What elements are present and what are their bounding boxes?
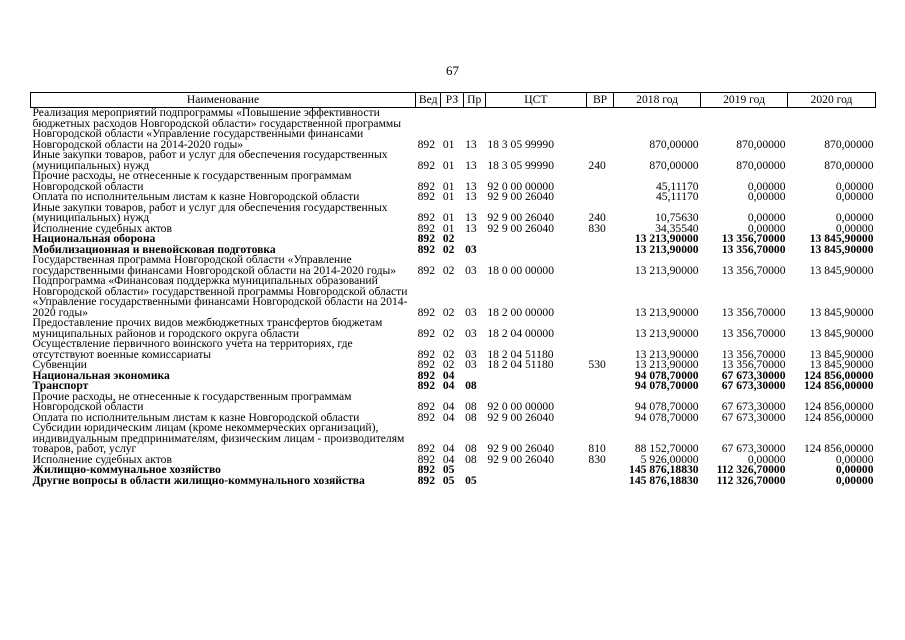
cell-vr	[586, 318, 613, 339]
cell-ved: 892	[417, 358, 435, 371]
cell-2020: 13 845,90000	[809, 347, 874, 361]
cell-name: Оплата по исполнительным листам к казне Новгородской области	[32, 410, 360, 424]
cell-2020: 124 856,00000	[803, 400, 874, 413]
cell-vr	[586, 192, 613, 203]
table-row	[31, 255, 876, 276]
cell-vr	[586, 465, 613, 476]
cell-2019: 870,00000	[736, 158, 786, 172]
cell-vr	[586, 371, 613, 382]
cell-name: Исполнение судебных актов	[32, 221, 172, 235]
cell-2020: 0,00000	[835, 190, 874, 203]
table-row	[31, 423, 876, 455]
cell-name: Жилищно-коммунальное хозяйство	[32, 463, 221, 476]
cell-rz: 05	[442, 463, 455, 476]
header-ved: Вед	[416, 93, 441, 108]
cell-2018: 145 876,18830	[629, 473, 699, 487]
cell-2018: 94 078,70000	[634, 410, 699, 424]
cell-cst: 92 9 00 26040	[487, 410, 554, 424]
cell-cst: 18 3 05 99990	[487, 158, 554, 172]
cell-2018: 13 213,90000	[634, 263, 699, 277]
cell-2019: 0,00000	[747, 190, 786, 203]
cell-ved: 892	[417, 232, 435, 245]
table-row	[31, 318, 876, 339]
cell-name: Реализация мероприятий подпрограммы «Повышение эффективности бюджетных расходов Новгородской области» государственной программы Новгородской области «Управление государственными финансами Новгородской области на 2014-2020 годы»	[32, 106, 402, 151]
page-number: 67	[446, 63, 459, 78]
cell-2019: 67 673,30000	[721, 442, 786, 455]
cell-ved: 892	[417, 400, 435, 413]
table-row	[31, 392, 876, 413]
cell-name: Иные закупки товаров, работ и услуг для обеспечения государственных (муниципальных) нужд	[32, 200, 388, 224]
cell-pr: 13	[465, 221, 477, 235]
cell-ved: 892	[417, 263, 435, 277]
cell-2018: 34,35540	[655, 221, 699, 235]
header-2019: 2019 год	[701, 93, 788, 108]
table-row	[31, 339, 876, 360]
cell-vr	[586, 255, 613, 276]
cell-vr	[586, 171, 613, 192]
cell-vr	[586, 234, 613, 245]
cell-rz: 01	[442, 221, 455, 235]
cell-2020: 13 845,90000	[809, 358, 874, 371]
cell-2019: 13 356,70000	[721, 232, 786, 245]
cell-vr: 240	[588, 211, 606, 224]
cell-2019: 13 356,70000	[721, 358, 786, 371]
cell-pr: 08	[465, 400, 477, 413]
cell-2018: 94 078,70000	[634, 379, 699, 392]
cell-2020: 870,00000	[824, 158, 874, 172]
cell-2018: 13 213,90000	[634, 326, 699, 340]
cell-rz: 04	[442, 379, 455, 392]
cell-2020: 0,00000	[835, 452, 874, 466]
cell-rz: 02	[442, 263, 455, 277]
cell-rz: 01	[442, 137, 455, 151]
cell-name: Осуществление первичного воинского учета на территориях, где отсутствуют военные комиссариаты	[32, 337, 353, 361]
cell-name: Субвенции	[32, 358, 87, 371]
cell-vr	[586, 108, 613, 151]
cell-2018: 870,00000	[649, 158, 699, 172]
cell-pr: 13	[465, 211, 477, 224]
cell-2019: 0,00000	[747, 452, 786, 466]
cell-rz: 04	[442, 410, 455, 424]
cell-2020: 0,00000	[835, 463, 874, 476]
cell-2020: 124 856,00000	[803, 410, 874, 424]
cell-cst: 18 2 04 51180	[487, 347, 554, 361]
cell-pr: 13	[465, 179, 477, 193]
cell-cst: 18 2 04 51180	[487, 358, 554, 371]
cell-vr: 830	[588, 452, 606, 466]
cell-pr: 08	[465, 379, 477, 392]
cell-name: Другие вопросы в области жилищно-коммунального хозяйства	[32, 473, 365, 487]
cell-2019: 13 356,70000	[721, 242, 786, 256]
cell-cst	[485, 371, 586, 382]
cell-2020: 124 856,00000	[803, 379, 874, 392]
cell-ved: 892	[417, 379, 435, 392]
cell-rz: 02	[442, 326, 455, 340]
cell-rz: 02	[442, 347, 455, 361]
cell-name: Оплата по исполнительным листам к казне Новгородской области	[32, 190, 360, 203]
cell-rz: 02	[442, 232, 455, 245]
cell-cst: 92 9 00 26040	[487, 442, 554, 455]
cell-ved: 892	[417, 368, 435, 382]
cell-vr	[586, 381, 613, 392]
table-body	[31, 108, 876, 487]
cell-2018: 13 213,90000	[634, 242, 699, 256]
cell-cst	[485, 234, 586, 245]
cell-pr: 03	[465, 326, 477, 340]
cell-cst	[485, 245, 586, 256]
header-name: Наименование	[31, 93, 416, 108]
cell-cst: 92 0 00 00000	[487, 400, 554, 413]
cell-ved: 892	[417, 442, 435, 455]
header-cst: ЦСТ	[485, 93, 586, 108]
cell-2020: 870,00000	[824, 137, 874, 151]
cell-pr: 03	[465, 263, 477, 277]
cell-name: Транспорт	[32, 379, 89, 392]
cell-cst: 18 2 04 00000	[487, 326, 554, 340]
cell-2019: 870,00000	[736, 137, 786, 151]
cell-cst: 92 0 00 00000	[487, 179, 554, 193]
cell-2020: 124 856,00000	[803, 368, 874, 382]
cell-pr: 13	[465, 158, 477, 172]
cell-2019: 67 673,30000	[721, 368, 786, 382]
cell-rz: 05	[442, 473, 455, 487]
cell-cst: 18 2 00 00000	[487, 305, 554, 319]
cell-ved: 892	[417, 410, 435, 424]
cell-2018: 5 926,00000	[640, 452, 699, 466]
cell-vr	[586, 413, 613, 424]
cell-rz: 01	[442, 211, 455, 224]
cell-2019: 67 673,30000	[721, 410, 786, 424]
cell-pr: 05	[465, 473, 477, 487]
table-row	[31, 108, 876, 151]
cell-vr: 240	[588, 158, 606, 172]
cell-2019: 13 356,70000	[721, 326, 786, 340]
cell-2020: 124 856,00000	[803, 442, 874, 455]
cell-pr: 03	[465, 305, 477, 319]
cell-name: Иные закупки товаров, работ и услуг для обеспечения государственных (муниципальных) нужд	[32, 148, 388, 172]
cell-2019: 0,00000	[747, 211, 786, 224]
cell-2018: 94 078,70000	[634, 400, 699, 413]
cell-2019: 112 326,70000	[716, 473, 786, 487]
cell-rz: 01	[442, 190, 455, 203]
header-2018: 2018 год	[614, 93, 701, 108]
cell-vr	[586, 476, 613, 487]
cell-name: Государственная программа Новгородской области «Управление государственными финансами Новгородской области на 2014-2020 годы»	[32, 253, 397, 277]
cell-name: Мобилизационная и вневойсковая подготовка	[32, 242, 276, 256]
cell-cst: 18 0 00 00000	[487, 263, 554, 277]
cell-2018: 13 213,90000	[634, 305, 699, 319]
cell-rz: 04	[442, 400, 455, 413]
budget-table	[30, 92, 876, 486]
cell-rz: 04	[442, 452, 455, 466]
cell-pr: 13	[465, 190, 477, 203]
cell-rz: 02	[442, 242, 455, 256]
cell-pr: 13	[465, 137, 477, 151]
cell-2020: 0,00000	[835, 473, 874, 487]
cell-2020: 13 845,90000	[809, 232, 874, 245]
cell-pr: 03	[465, 347, 477, 361]
header-vr: ВР	[586, 93, 613, 108]
cell-vr	[586, 245, 613, 256]
cell-ved: 892	[417, 158, 435, 172]
cell-ved: 892	[417, 473, 435, 487]
cell-ved: 892	[417, 347, 435, 361]
cell-ved: 892	[417, 221, 435, 235]
cell-cst: 18 3 05 99990	[487, 137, 554, 151]
cell-2019: 0,00000	[747, 221, 786, 235]
cell-2020: 13 845,90000	[809, 263, 874, 277]
cell-2019: 0,00000	[747, 179, 786, 193]
cell-name: Национальная оборона	[32, 232, 156, 245]
cell-rz: 01	[442, 158, 455, 172]
cell-2020: 13 845,90000	[809, 305, 874, 319]
cell-pr: 08	[465, 452, 477, 466]
cell-ved: 892	[417, 211, 435, 224]
cell-rz: 01	[442, 179, 455, 193]
cell-cst: 92 9 00 26040	[487, 221, 554, 235]
cell-name: Исполнение судебных актов	[32, 452, 172, 466]
cell-vr: 810	[588, 442, 606, 455]
header-2020: 2020 год	[788, 93, 876, 108]
cell-pr: 03	[465, 242, 477, 256]
table-row	[31, 150, 876, 171]
cell-vr: 530	[588, 358, 606, 371]
cell-2019: 67 673,30000	[721, 400, 786, 413]
cell-2020: 0,00000	[835, 179, 874, 193]
table-row	[31, 276, 876, 318]
cell-rz: 04	[442, 442, 455, 455]
cell-name: Прочие расходы, не отнесенные к государственным программам Новгородской области	[32, 389, 352, 413]
cell-pr: 08	[465, 410, 477, 424]
cell-2018: 45,11170	[655, 190, 699, 203]
cell-rz: 04	[442, 368, 455, 382]
cell-2018: 94 078,70000	[634, 368, 699, 382]
table-row	[31, 203, 876, 224]
cell-ved: 892	[417, 326, 435, 340]
header-pr: Пр	[463, 93, 485, 108]
cell-rz: 02	[442, 358, 455, 371]
cell-ved: 892	[417, 463, 435, 476]
cell-2018: 10,75630	[655, 211, 699, 224]
cell-2018: 45,11170	[655, 179, 699, 193]
cell-vr	[586, 339, 613, 360]
cell-ved: 892	[417, 179, 435, 193]
table-row	[31, 171, 876, 192]
cell-2019: 13 356,70000	[721, 305, 786, 319]
cell-ved: 892	[417, 190, 435, 203]
cell-2020: 13 845,90000	[809, 242, 874, 256]
cell-name: Предоставление прочих видов межбюджетных трансфертов бюджетам муниципальных районов и городского округа области	[32, 316, 383, 340]
cell-2019: 112 326,70000	[716, 463, 786, 476]
cell-ved: 892	[417, 242, 435, 256]
cell-2018: 870,00000	[649, 137, 699, 151]
cell-cst	[485, 465, 586, 476]
cell-2018: 13 213,90000	[634, 347, 699, 361]
cell-2019: 67 673,30000	[721, 379, 786, 392]
cell-cst	[485, 381, 586, 392]
cell-2019: 13 356,70000	[721, 263, 786, 277]
table-row	[31, 476, 876, 487]
cell-cst: 92 9 00 26040	[487, 452, 554, 466]
cell-vr: 830	[588, 221, 606, 235]
cell-2019: 13 356,70000	[721, 347, 786, 361]
cell-2020: 13 845,90000	[809, 326, 874, 340]
cell-rz: 02	[442, 305, 455, 319]
cell-pr: 08	[465, 442, 477, 455]
cell-cst	[485, 476, 586, 487]
header-rz: РЗ	[441, 93, 463, 108]
cell-name: Подпрограмма «Финансовая поддержка муниципальных образований Новгородской области» государственной программы Новгородской области «Управление государственными финансами Новгородской области на 2014-2020 годы»	[32, 274, 408, 319]
cell-2018: 88 152,70000	[634, 442, 699, 455]
cell-name: Прочие расходы, не отнесенные к государственным программам Новгородской области	[32, 169, 352, 193]
cell-name: Национальная экономика	[32, 368, 170, 382]
cell-pr: 03	[465, 358, 477, 371]
cell-2018: 13 213,90000	[634, 232, 699, 245]
cell-cst: 92 9 00 26040	[487, 190, 554, 203]
cell-ved: 892	[417, 452, 435, 466]
cell-vr	[586, 276, 613, 318]
cell-2018: 145 876,18830	[629, 463, 699, 476]
cell-vr	[586, 392, 613, 413]
cell-2020: 0,00000	[835, 221, 874, 235]
cell-2018: 13 213,90000	[634, 358, 699, 371]
cell-cst: 92 9 00 26040	[487, 211, 554, 224]
cell-ved: 892	[417, 305, 435, 319]
cell-ved: 892	[417, 137, 435, 151]
cell-2020: 0,00000	[835, 211, 874, 224]
cell-name: Субсидии юридическим лицам (кроме некоммерческих организаций), индивидуальным предпринимателям, физическим лицам - производителям товаров, работ, услуг	[32, 421, 405, 455]
